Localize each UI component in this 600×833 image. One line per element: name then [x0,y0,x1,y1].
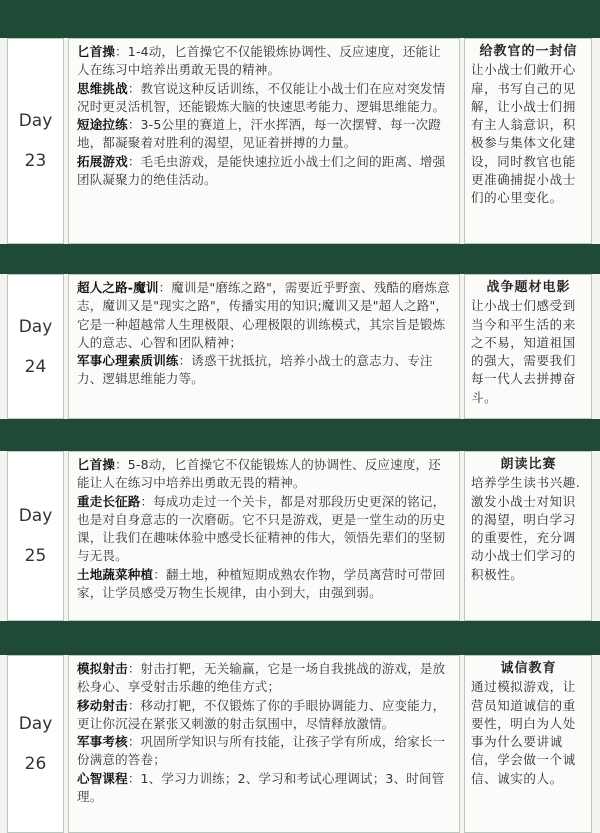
activity-title: 军事心理素质训练 [77,353,179,369]
evening-activity-cell [464,38,592,244]
activity-text: ：3-5公里的赛道上，汗水挥洒，每一次摆臂、每一次蹬地，都凝聚着对胜利的渴望，见证着拼搏的力量。 [77,117,441,151]
activity-title: 土地蔬菜种植 [77,566,154,582]
activity-item [77,43,453,80]
separator-band [0,623,600,653]
separator-band [0,0,600,36]
activity-item [77,770,453,807]
evening-activity-text: 让小战士们感受到当今和平生活的来之不易，知道祖国的强大，需要我们每一代人去拼搏奋斗。 [471,298,576,405]
activities-cell [68,451,460,621]
day-row-26 [0,653,600,833]
day-row-24 [0,272,600,421]
activity-title: 军事考核 [77,734,128,750]
day-cell [7,655,64,833]
day-number: 23 [24,151,47,171]
activity-text: ：射击打靶，无关输赢，它是一场自我挑战的游戏，是放松身心、享受射击乐趣的绝佳方式； [77,661,446,695]
activity-text: ：移动打靶，不仅锻炼了你的手眼协调能力、应变能力，更让你沉浸在紧张又刺激的射击氛围中，尽情释放激情。 [77,697,446,731]
activity-item [77,279,453,352]
day-number: 24 [24,356,47,377]
evening-activity-text: 让小战士们敞开心扉，书写自己的见解，让小战士们拥有主人翁意识，积极参与集体文化建设，同时教官也能更准确捕捉小战士们的心里变化。 [471,62,576,206]
day-cell [7,38,64,244]
evening-activity-cell [464,451,592,621]
day-cell [7,274,64,419]
activity-title: 短途拉练 [77,117,128,133]
activity-text: ：翻土地，种植短期成熟农作物，学员离营时可带回家，让学员感受万物生长规律，由小到大，由强到弱。 [77,566,446,601]
day-label: Day [18,506,53,526]
activity-text: ：5-8动，匕首操它不仅能锻炼人的协调性、反应速度，还能让人在练习中培养出勇敢无畏的精神。 [77,457,441,491]
evening-activity-text: 培养学生读书兴趣.激发小战士对知识的渴望，明白学习的重要性，充分调动小战士们学习的积极性。 [471,475,581,582]
evening-activity-title: 诚信教育 [500,661,557,676]
evening-activity-cell [464,274,592,419]
activity-text: ：教官说这种反话训练，不仅能让小战士们在应对突发情况时更灵活机智，还能锻炼大脑的快速思考能力、逻辑思维能力。 [77,80,446,114]
evening-activity-title: 给教官的一封信 [479,44,578,59]
activity-title: 思维挑战 [77,80,128,96]
activity-item [77,697,453,734]
activities-cell [68,38,460,244]
activity-text: ：魔训是"磨练之路"，需要近乎野蛮、残酷的磨炼意志，魔训又是"现实之路"，传播实用的知识;魔训又是"超人之路"，它是一种超越常人生理极限、心理极限的训练模式，其宗旨是锻炼人的意志、心智和团队精神； [77,280,450,350]
day-cell [7,451,64,621]
separator-band [0,421,600,449]
activity-title: 超人之路-魔训 [77,280,159,295]
activities-cell [68,274,460,419]
activity-title: 模拟射击 [77,661,128,676]
activity-title: 重走长征路 [77,493,141,509]
activity-text: ：1、学习力训练；2、学习和考试心理调试；3、时间管理。 [77,770,445,805]
activity-title: 拓展游戏 [77,153,128,169]
activity-item [77,566,453,603]
activity-text: ：诱惑干扰抵抗，培养小战士的意志力、专注力、逻辑思维能力等。 [77,353,433,387]
activity-title: 心智课程 [77,770,128,786]
day-label: Day [18,714,53,734]
day-label: Day [18,316,53,337]
day-row-25 [0,449,600,623]
activity-title: 匕首操 [77,44,116,59]
day-number: 26 [24,754,47,774]
day-label: Day [18,111,53,131]
activity-text: ：毛毛虫游戏，是能快速拉近小战士们之间的距离、增强团队凝聚力的绝佳活动。 [77,153,446,188]
activity-title: 匕首操 [77,457,116,472]
separator-band [0,246,600,272]
activity-item [77,153,453,190]
activity-text: ：1-4动，匕首操它不仅能锻炼协调性、反应速度，还能让人在练习中培养出勇敢无畏的精神。 [77,44,441,78]
evening-activity-text: 通过模拟游戏，让营员知道诚信的重要性，明白为人处事为什么要讲诚信，学会做一个诚信、诚实的人。 [471,679,576,786]
day-row-23 [0,36,600,246]
activity-item [77,456,453,493]
activity-item [77,116,453,153]
evening-activity-cell [464,655,592,833]
activity-text: ：每成功走过一个关卡，都是对那段历史更深的铭记，也是对自身意志的一次磨砺。它不只是游戏，更是一堂生动的历史课，让我们在趣味体验中感受长征精神的伟大，领悟先辈们的坚韧与无畏。 [77,493,446,564]
activity-item [77,352,453,389]
activity-item [77,660,453,697]
evening-activity-title: 朗读比赛 [500,457,557,472]
activity-item [77,80,453,117]
activity-text: ：巩固所学知识与所有技能，让孩子学有所成，给家长一份满意的答卷； [77,734,446,768]
activities-cell [68,655,460,833]
activity-item [77,733,453,770]
activity-item [77,493,453,566]
activity-title: 移动射击 [77,697,128,713]
evening-activity-title: 战争题材电影 [486,280,571,295]
day-number: 25 [24,546,47,566]
